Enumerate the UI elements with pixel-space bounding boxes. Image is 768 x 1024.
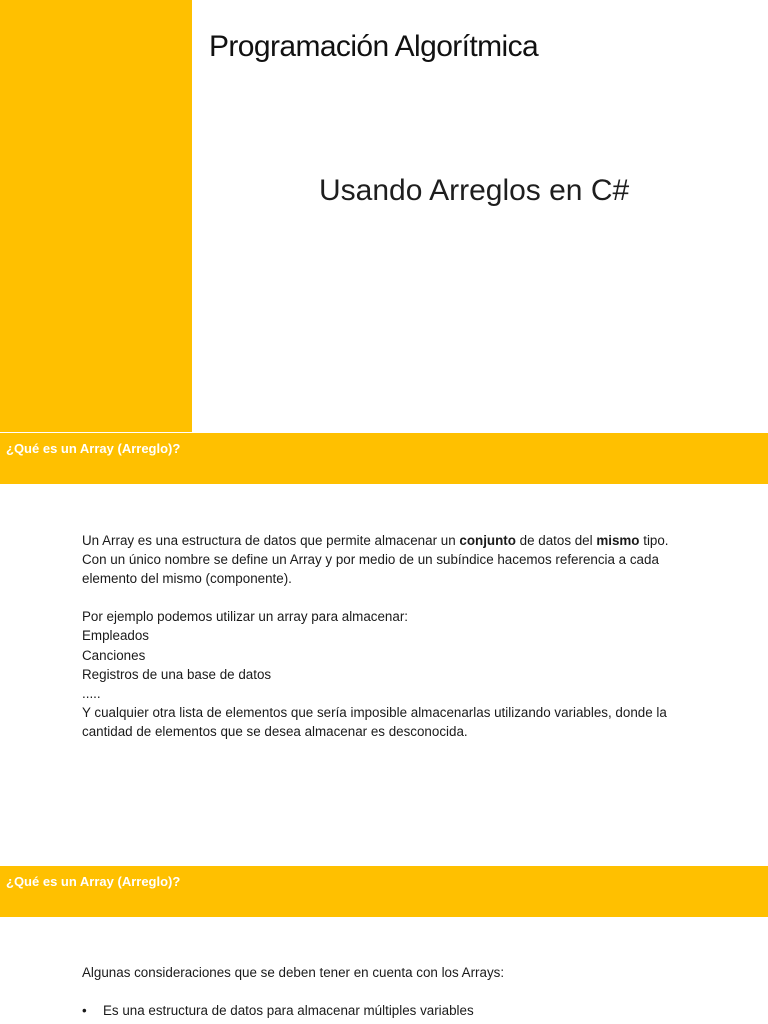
definition-text: tipo. <box>639 533 669 548</box>
definition-text: Un Array es una estructura de datos que permite almacenar un <box>82 533 460 548</box>
example-intro: Por ejemplo podemos utilizar un array para almacenar: <box>82 609 408 625</box>
definition-text: de datos del <box>515 533 597 548</box>
example-item: ..... <box>82 685 101 701</box>
section-header-title: ¿Qué es un Array (Arreglo)? <box>6 441 181 456</box>
considerations-intro: Algunas consideraciones que se deben tener en cuenta con los Arrays: <box>82 965 505 980</box>
section-header-band <box>0 866 768 917</box>
name-subscript-paragraph: Con un único nombre se define un Array y por medio de un subíndice hacemos referencia a cada elemento del mismo (componente). <box>82 552 659 587</box>
emphasis-mismo: mismo <box>596 533 640 548</box>
spacer <box>82 588 702 607</box>
definition-paragraph <box>82 531 702 550</box>
slide-body <box>82 963 702 1020</box>
closing-paragraph: Y cualquier otra lista de elementos que sería imposible almacenarlas utilizando variables, donde la cantidad de elementos que se desea almacenar es desconocida. <box>82 704 667 739</box>
example-item: Canciones <box>82 647 146 663</box>
bullet-item <box>82 1001 702 1020</box>
slide-title: Programación Algorítmica <box>209 30 539 63</box>
example-item: Empleados <box>82 628 149 644</box>
emphasis-conjunto: conjunto <box>459 533 516 548</box>
bullet-icon: • <box>82 1003 87 1018</box>
example-item: Registros de una base de datos <box>82 666 272 682</box>
title-slide <box>0 0 768 432</box>
slide-body <box>82 531 702 741</box>
section-header-title: ¿Qué es un Array (Arreglo)? <box>6 874 181 889</box>
slide-subtitle: Usando Arreglos en C# <box>319 174 630 207</box>
bullet-text: Es una estructura de datos para almacenar múltiples variables <box>103 1003 474 1018</box>
section-header-band <box>0 433 768 484</box>
accent-bar <box>0 0 192 432</box>
